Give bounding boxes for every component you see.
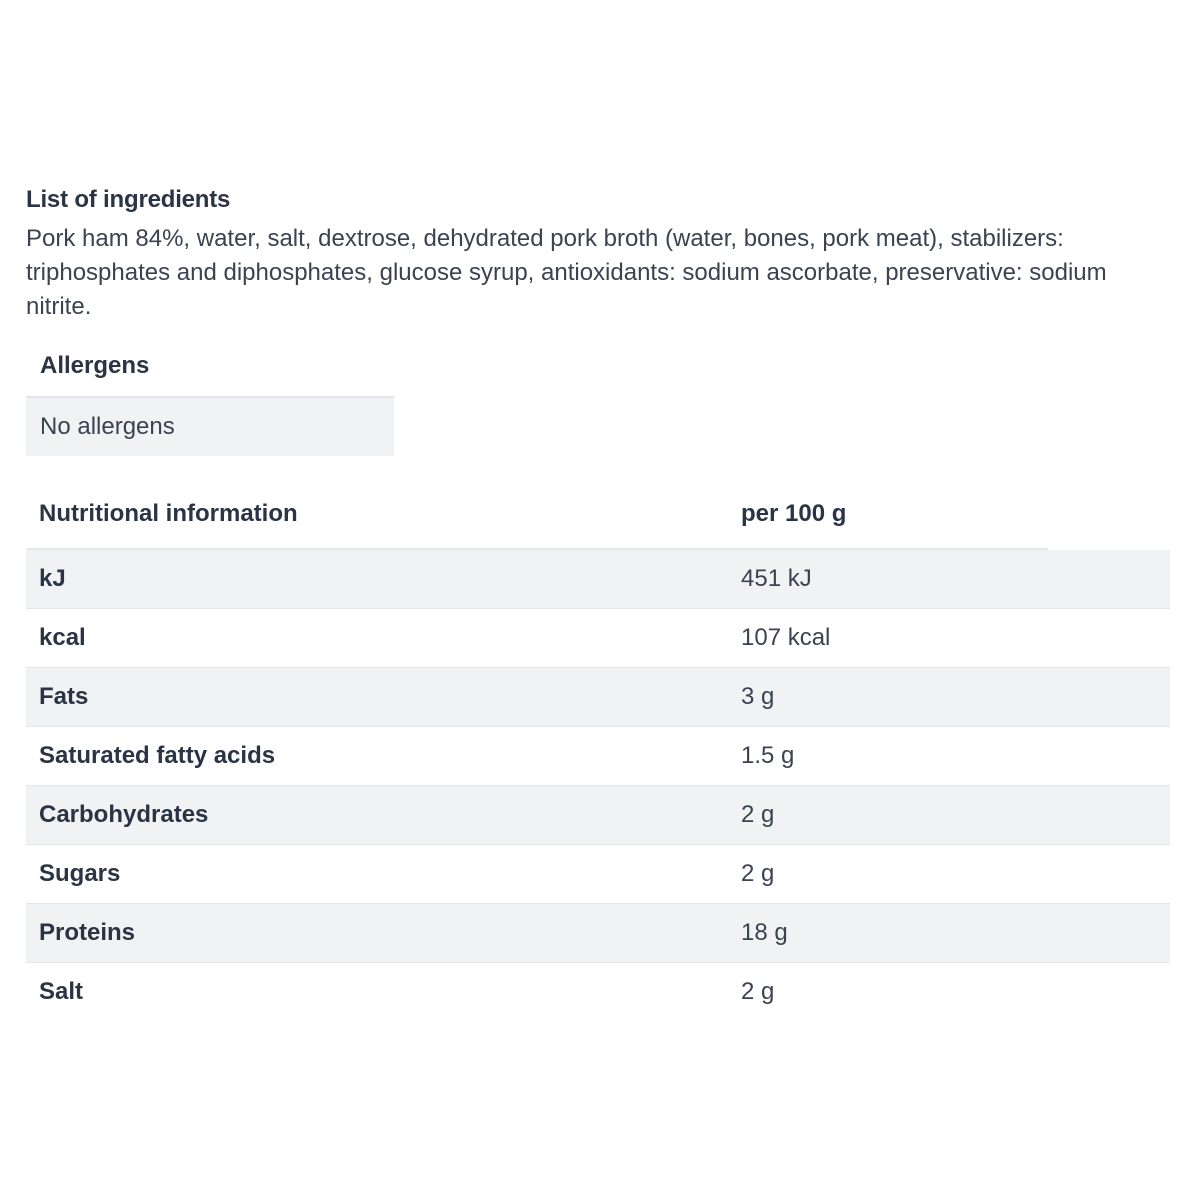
nutrition-header-unit: per 100 g: [741, 500, 847, 527]
table-row: [26, 845, 1170, 904]
nutrition-header-row: [26, 496, 1048, 550]
nutrient-value: 2 g: [741, 801, 775, 828]
table-row: [26, 963, 1170, 1021]
table-row: [26, 609, 1170, 668]
allergens-value: No allergens: [26, 396, 394, 456]
nutrient-value: 1.5 g: [741, 742, 795, 769]
table-row: [26, 904, 1170, 963]
nutrient-name: Salt: [39, 978, 84, 1005]
allergens-title: Allergens: [40, 352, 150, 379]
nutrient-value: 107 kcal: [741, 624, 831, 651]
ingredients-text: Pork ham 84%, water, salt, dextrose, dehydrated pork broth (water, bones, pork meat), stabilizers: triphosphates and diphosphates, glucose syrup, antioxidants: sodium ascorbate, preservative: sodium nitrite.: [26, 225, 1107, 320]
allergens-table: [26, 352, 394, 456]
nutrient-name: Proteins: [39, 919, 136, 946]
nutrient-name: kcal: [39, 624, 86, 651]
ingredients-title: List of ingredients: [26, 186, 231, 213]
nutrient-name: Saturated fatty acids: [39, 742, 276, 769]
nutrient-value: 2 g: [741, 860, 775, 887]
nutrient-name: Fats: [39, 683, 89, 710]
ingredients-section: [26, 186, 1176, 324]
nutrient-name: Carbohydrates: [39, 801, 209, 828]
nutrient-value: 18 g: [741, 919, 788, 946]
table-row: [26, 786, 1170, 845]
nutrition-table: [26, 496, 1170, 1021]
nutrition-header-label: Nutritional information: [39, 500, 298, 527]
nutrient-value: 2 g: [741, 978, 775, 1005]
table-row: [26, 668, 1170, 727]
nutrient-name: kJ: [39, 565, 66, 592]
table-row: [26, 727, 1170, 786]
nutrient-value: 3 g: [741, 683, 775, 710]
nutrient-value: 451 kJ: [741, 565, 812, 592]
nutrient-name: Sugars: [39, 860, 121, 887]
table-row: [26, 550, 1170, 609]
